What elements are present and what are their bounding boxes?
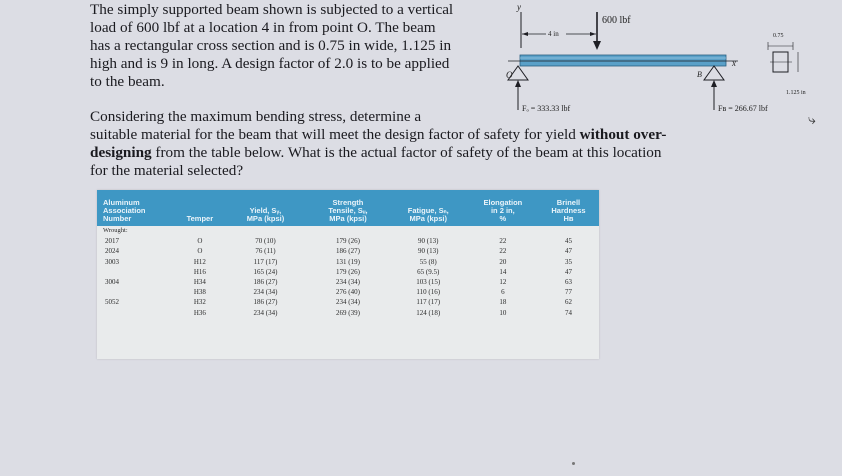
- cell-tensile: 179 (26): [336, 267, 360, 276]
- cell-elongation: 18: [499, 298, 507, 307]
- cell-yield: 70 (10): [255, 237, 276, 246]
- cursor-icon: ⤷: [808, 113, 816, 128]
- header-fatigue: Fatigue, Sₙ, MPa (kpsi): [389, 190, 468, 226]
- table-header-row: [97, 190, 599, 226]
- table-row: [97, 236, 599, 246]
- table-row: [97, 297, 599, 307]
- material-properties-table: [97, 190, 599, 359]
- cell-hardness: 47: [564, 267, 572, 276]
- header-tensile: Strength Tensile, Sᵤ, MPa (kpsi): [307, 190, 388, 226]
- cell-fatigue: 117 (17): [416, 298, 441, 307]
- y-axis-label: y: [517, 2, 521, 12]
- cell-fatigue: 110 (16): [416, 288, 441, 297]
- header-hardness: Brinell Hardness Hʙ: [538, 190, 599, 226]
- cell-temper: O: [197, 247, 203, 256]
- cell-elongation: 6: [501, 288, 505, 297]
- cell-yield: 234 (34): [253, 308, 278, 317]
- cell-number: 2024: [105, 247, 119, 256]
- cell-temper: H12: [193, 257, 206, 266]
- cell-number: 5052: [105, 298, 119, 307]
- cell-tensile: 131 (19): [336, 257, 360, 266]
- cell-number: [97, 308, 176, 318]
- subheading-wrought: Wrought:: [103, 227, 128, 234]
- question-text: [90, 108, 750, 180]
- dimension-label: 4 in: [548, 30, 559, 38]
- table-row: [97, 246, 599, 256]
- cell-tensile: 234 (34): [336, 278, 360, 287]
- cell-elongation: 10: [499, 308, 507, 317]
- cell-tensile: 269 (39): [336, 308, 360, 317]
- header-temper: Temper: [176, 190, 223, 226]
- cell-number: 3003: [105, 257, 119, 266]
- problem-line: high and is 9 in long. A design factor of 2.0 is to be applied: [90, 55, 450, 72]
- cell-elongation: 20: [499, 257, 507, 266]
- table-row: [97, 287, 599, 297]
- emphasis-text: designing: [90, 144, 152, 161]
- cell-hardness: 45: [564, 237, 572, 246]
- cell-hardness: 74: [564, 308, 572, 317]
- cell-fatigue: 124 (18): [416, 308, 441, 317]
- point-b-label: B: [697, 70, 702, 79]
- header-number: Aluminum Association Number: [97, 190, 176, 226]
- cell-tensile: 179 (26): [336, 237, 360, 246]
- cell-elongation: 12: [499, 278, 507, 287]
- x-axis-label: x: [732, 58, 736, 68]
- cell-fatigue: 90 (13): [418, 237, 439, 246]
- cell-tensile: 186 (27): [336, 247, 360, 256]
- load-arrow-icon: [593, 41, 601, 50]
- table-row: [97, 267, 599, 277]
- cell-number: [97, 287, 176, 297]
- load-label: 600 lbf: [602, 15, 631, 26]
- question-line: Considering the maximum bending stress, determine a: [90, 108, 422, 125]
- cell-number: 3004: [105, 278, 119, 287]
- cell-yield: 186 (27): [253, 298, 278, 307]
- cell-yield: 76 (11): [255, 247, 276, 256]
- pin-support-b-icon: [704, 66, 724, 80]
- problem-line: The simply supported beam shown is subjected to a vertical: [90, 1, 454, 18]
- point-o-label: O: [506, 70, 513, 80]
- question-line: [90, 126, 750, 144]
- problem-line: has a rectangular cross section and is 0.75 in wide, 1.125 in: [90, 37, 452, 54]
- cell-fatigue: 65 (9.5): [417, 267, 440, 276]
- cell-fatigue: 103 (15): [416, 278, 441, 287]
- table-subheading-row: [97, 226, 599, 236]
- question-fragment: suitable material for the beam that will meet the design factor of safety for yield: [90, 126, 580, 143]
- beam-diagram: [500, 0, 842, 125]
- table-row: [97, 277, 599, 287]
- cell-elongation: 22: [499, 237, 507, 246]
- cell-yield: 186 (27): [253, 278, 278, 287]
- dimension-arrow-right-icon: [590, 32, 596, 36]
- question-line: for the material selected?: [90, 162, 244, 179]
- cell-temper: H16: [193, 267, 206, 276]
- cell-temper: H32: [193, 298, 206, 307]
- header-elongation: Elongation in 2 in, %: [468, 190, 538, 226]
- cell-tensile: 234 (34): [336, 298, 360, 307]
- height-label: 1.125 in: [786, 90, 806, 96]
- table-row: [97, 257, 599, 267]
- cell-temper: H34: [193, 278, 206, 287]
- dimension-arrow-left-icon: [522, 32, 528, 36]
- cell-temper: H38: [193, 288, 206, 297]
- cell-hardness: 77: [564, 288, 572, 297]
- question-fragment: from the table below. What is the actual factor of safety of the beam at this location: [151, 144, 662, 161]
- emphasis-text: without over-: [579, 126, 667, 143]
- table-row: [97, 308, 599, 318]
- cell-yield: 165 (24): [253, 267, 278, 276]
- cell-tensile: 276 (40): [336, 288, 360, 297]
- width-label: 0.75: [773, 33, 784, 39]
- cell-yield: 117 (17): [253, 257, 278, 266]
- cell-number: [97, 267, 176, 277]
- cell-hardness: 47: [564, 247, 572, 256]
- cell-number: 2017: [105, 237, 119, 246]
- problem-line: load of 600 lbf at a location 4 in from point O. The beam: [90, 19, 436, 36]
- header-yield: Yield, Sᵧ, MPa (kpsi): [224, 190, 308, 226]
- cell-yield: 234 (34): [253, 288, 278, 297]
- cell-elongation: 22: [499, 247, 507, 256]
- reaction-o-arrow-icon: [515, 80, 521, 87]
- reaction-b-arrow-icon: [711, 80, 717, 87]
- cell-fatigue: 90 (13): [418, 247, 439, 256]
- cell-temper: O: [197, 237, 203, 246]
- cell-temper: H36: [193, 308, 206, 317]
- beam: [520, 55, 726, 66]
- cell-fatigue: 55 (8): [419, 257, 437, 266]
- problem-line: to the beam.: [90, 73, 165, 90]
- cell-hardness: 63: [564, 278, 572, 287]
- reaction-b-label: Fʙ = 266.67 lbf: [718, 104, 768, 113]
- problem-statement: [90, 1, 500, 91]
- cell-elongation: 14: [499, 267, 507, 276]
- stray-dot: [572, 462, 575, 465]
- cell-hardness: 62: [564, 298, 572, 307]
- reaction-o-label: Fₒ = 333.33 lbf: [522, 104, 571, 113]
- cell-hardness: 35: [564, 257, 572, 266]
- question-line: [90, 144, 750, 162]
